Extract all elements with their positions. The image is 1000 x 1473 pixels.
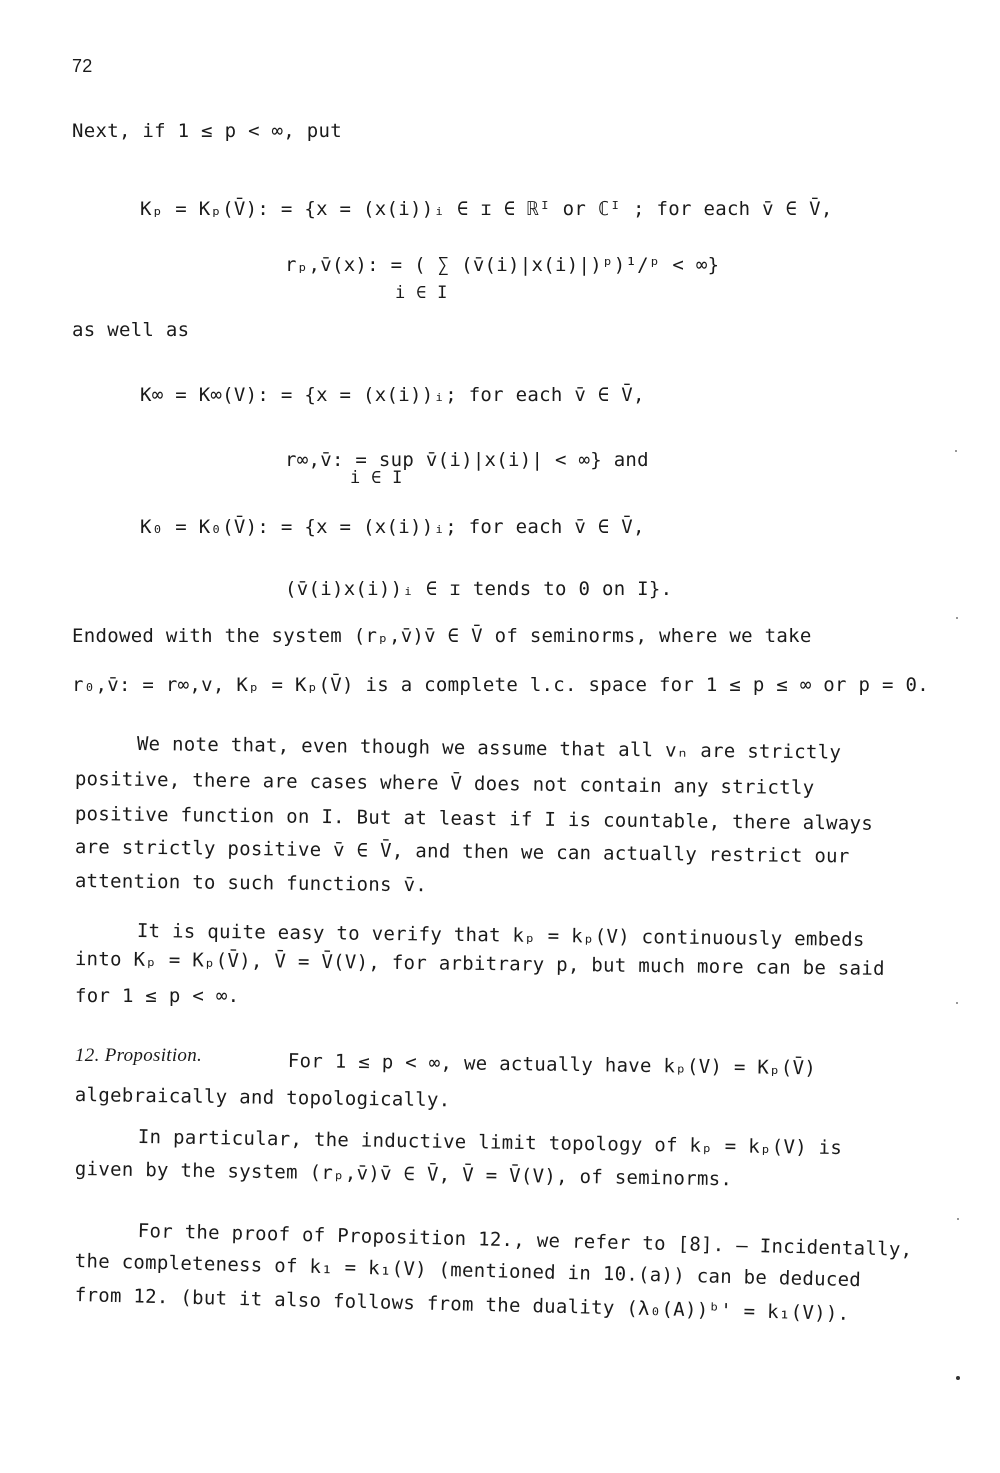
text-line: for 1 ≤ p < ∞. <box>75 985 240 1007</box>
page-number: 72 <box>72 56 93 76</box>
text-line: Endowed with the system (rₚ,v̄)v̄ ∈ V̄ of seminorms, where we take <box>72 625 812 647</box>
text-line: into Kₚ = Kₚ(V̄), V̄ = V̄(V), for arbitrary p, but much more can be said <box>74 948 885 980</box>
text-line: from 12. (but it also follows from the duality (λ₀(A))ᵇ' = k₁(V)). <box>74 1284 850 1325</box>
text-line: attention to such functions v̄. <box>74 870 428 897</box>
text-line: positive function on I. But at least if I is countable, there always <box>74 803 874 835</box>
text-line: It is quite easy to verify that kₚ = kₚ(V) continuously embeds <box>136 920 865 951</box>
text-line: algebraically and topologically. <box>74 1084 451 1112</box>
text-line: For the proof of Proposition 12., we refer to [8]. — Incidentally, <box>137 1220 913 1261</box>
text-line: given by the system (rₚ,v̄)v̄ ∈ V̄, V̄ = V̄(V), of seminorms. <box>74 1158 733 1191</box>
scan-speck <box>956 1002 958 1004</box>
text-line: In particular, the inductive limit topology of kₚ = kₚ(V) is <box>137 1126 843 1160</box>
formula-subscript: i ∈ I <box>395 283 448 303</box>
text-line: are strictly positive v̄ ∈ V̄, and then we can actually restrict our <box>74 836 850 868</box>
text-line: the completeness of k₁ = k₁(V) (mentioned in 10.(a)) can be deduced <box>74 1250 862 1292</box>
text-line: as well as <box>72 319 190 341</box>
scan-speck <box>956 617 958 619</box>
text-line: We note that, even though we assume that all vₙ are strictly <box>136 733 842 764</box>
proposition-heading: 12. Proposition. <box>75 1045 203 1066</box>
text-line: Next, if 1 ≤ p < ∞, put <box>72 120 342 142</box>
formula-subscript: i ∈ I <box>350 468 403 488</box>
scan-speck <box>957 1218 959 1220</box>
formula-line: Kₚ = Kₚ(V̄): = {x = (x(i))ᵢ ∈ ɪ ∈ ℝᴵ or ℂᴵ ; for each v̄ ∈ V̄, <box>140 198 833 220</box>
formula-line: (v̄(i)x(i))ᵢ ∈ ɪ tends to 0 on I}. <box>285 578 673 600</box>
text-line: r₀,v̄: = r∞,v, Kₚ = Kₚ(V̄) is a complete l.c. space for 1 ≤ p ≤ ∞ or p = 0. <box>72 674 929 696</box>
scan-speck <box>956 1376 960 1380</box>
scan-speck <box>955 450 957 452</box>
formula-line: rₚ,v̄(x): = ( ∑ (v̄(i)|x(i)|)ᵖ)¹/ᵖ < ∞} <box>285 254 720 276</box>
text-line: positive, there are cases where V̄ does not contain any strictly <box>74 768 815 800</box>
formula-line: K∞ = K∞(V): = {x = (x(i))ᵢ; for each v̄ ∈ V̄, <box>140 384 645 406</box>
formula-line: K₀ = K₀(V̄): = {x = (x(i))ᵢ; for each v̄ ∈ V̄, <box>140 516 645 538</box>
formula-line: r∞,v̄: = sup v̄(i)|x(i)| < ∞} and <box>285 449 649 471</box>
text-line: For 1 ≤ p < ∞, we actually have kₚ(V) = Kₚ(V̄) <box>287 1050 817 1080</box>
